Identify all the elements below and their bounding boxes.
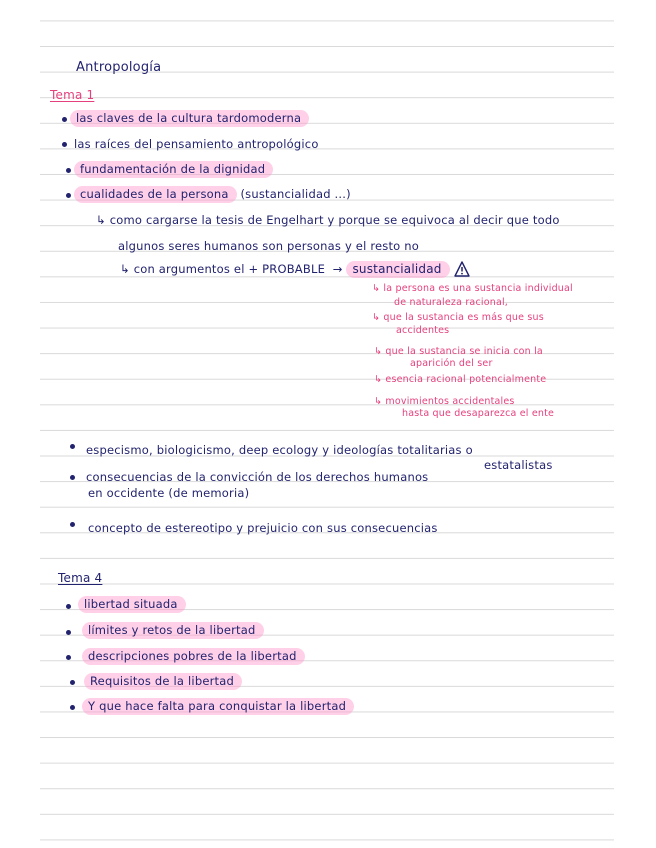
pink-note: ↳ esencia racional potencialmente: [374, 374, 547, 385]
list-item: fundamentación de la dignidad: [74, 162, 273, 176]
list-item-continuation: en occidente (de memoria): [88, 486, 250, 500]
pink-note: ↳ que la sustancia se inicia con la: [374, 346, 543, 357]
return-arrow-icon: ↳: [374, 374, 383, 385]
sub-item: ↳ como cargarse la tesis de Engelhart y porque se equivoca al decir que todo: [96, 213, 560, 227]
bullet: [66, 655, 71, 660]
sub-item: ↳ con argumentos el + PROBABLE → sustancialidad: [120, 261, 470, 280]
return-arrow-icon: ↳: [374, 396, 383, 407]
list-item: cualidades de la persona (sustancialidad ...): [74, 187, 351, 201]
pink-note: ↳ la persona es una sustancia individual: [372, 283, 573, 294]
highlight-sustancialidad: sustancialidad: [346, 261, 449, 278]
bullet: [70, 475, 75, 480]
bullet: [66, 630, 71, 635]
page-title: Antropología: [76, 60, 162, 75]
return-arrow-icon: ↳: [120, 262, 130, 276]
list-item: descripciones pobres de la libertad: [82, 649, 305, 663]
return-arrow-icon: ↳: [372, 283, 381, 294]
list-item: las claves de la cultura tardomoderna: [70, 111, 309, 125]
bullet: [66, 168, 71, 173]
section-heading-tema1: Tema 1: [50, 88, 95, 102]
pink-note: ↳ movimientos accidentales: [374, 396, 515, 407]
bullet: [70, 444, 75, 449]
list-item: especismo, biologicismo, deep ecology y ideologías totalitarias o: [86, 443, 473, 457]
bullet: [70, 705, 75, 710]
list-item: libertad situada: [78, 597, 186, 611]
pink-note-continuation: aparición del ser: [410, 358, 493, 369]
list-item: concepto de estereotipo y prejuicio con sus consecuencias: [88, 521, 438, 535]
list-item: Requisitos de la libertad: [84, 674, 242, 688]
pink-note-continuation: accidentes: [396, 325, 450, 336]
bullet: [66, 604, 71, 609]
pink-note-continuation: hasta que desaparezca el ente: [402, 408, 555, 419]
pink-note-continuation: de naturaleza racional,: [394, 297, 509, 308]
warning-triangle-icon: [454, 261, 470, 280]
bullet: [70, 680, 75, 685]
return-arrow-icon: ↳: [96, 213, 106, 227]
list-item: las raíces del pensamiento antropológico: [74, 137, 319, 151]
pink-note: ↳ que la sustancia es más que sus: [372, 312, 544, 323]
bullet: [70, 522, 75, 527]
bullet: [62, 117, 67, 122]
sub-item-continuation: algunos seres humanos son personas y el resto no: [118, 239, 420, 253]
section-heading-tema4: Tema 4: [58, 571, 103, 585]
bullet: [62, 142, 67, 147]
list-item: Y que hace falta para conquistar la libertad: [82, 699, 354, 713]
return-arrow-icon: ↳: [372, 312, 381, 323]
list-item: consecuencias de la convicción de los derechos humanos: [86, 470, 429, 484]
list-item-continuation: estatalistas: [484, 458, 553, 472]
list-item: límites y retos de la libertad: [82, 623, 264, 637]
return-arrow-icon: ↳: [374, 346, 383, 357]
bullet: [66, 193, 71, 198]
